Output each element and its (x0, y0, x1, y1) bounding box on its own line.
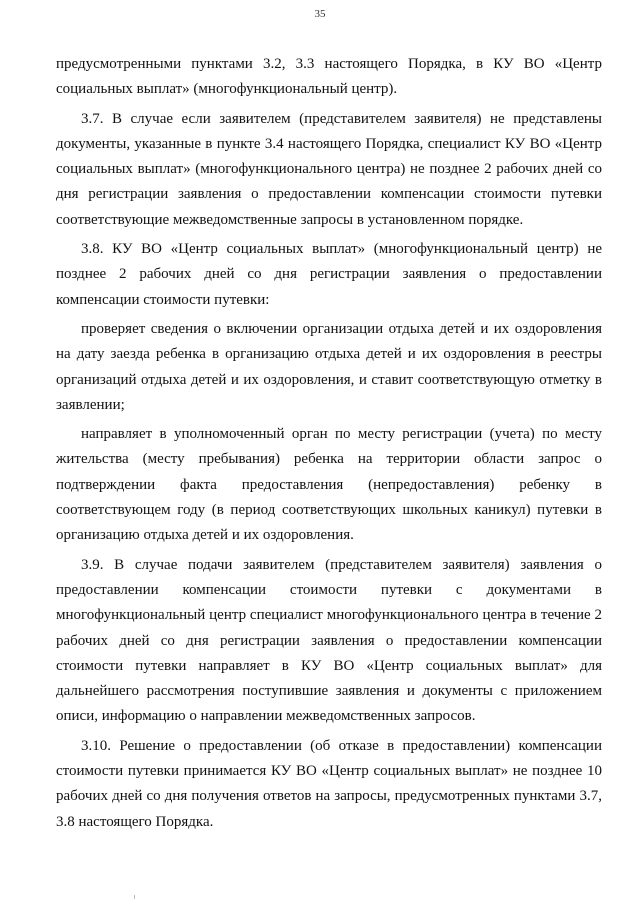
paragraph-3-7: 3.7. В случае если заявителем (представителем заявителя) не представлены документы, указанные в пункте 3.4 настоящего Порядка, специалист КУ ВО «Центр социальных выплат» (многофункционального центра) не позднее 2 рабочих дней со дня регистрации заявления о предоставлении компенсации стоимости путевки соответствующие межведомственные запросы в установленном порядке. (56, 110, 602, 228)
paragraph-3-10: 3.10. Решение о предоставлении (об отказе в предоставлении) компенсации стоимости путевки принимается КУ ВО «Центр социальных выплат» не позднее 10 рабочих дней со дня получения ответов на запросы, предусмотренных пунктами 3.7, 3.8 настоящего Порядка. (56, 737, 602, 830)
paragraph-3-8-send-request: направляет в уполномоченный орган по месту регистрации (учета) по месту жительства (месту пребывания) ребенка на территории области запрос о подтверждении факта предоставления (непредоставления) ребенку в соответствующем году (в период соответствующих школьных каникул) путевки в организацию отдыха детей и их оздоровления. (56, 426, 602, 544)
paragraph-3-9: 3.9. В случае подачи заявителем (представителем заявителя) заявления о предоставлении компенсации стоимости путевки с документами в многофункциональный центр специалист многофункционального центра в течение 2 рабочих дней со дня регистрации заявления о предоставлении компенсации стоимости путевки направляет в КУ ВО «Центр социальных выплат» для дальнейшего рассмотрения поступившие заявления и документы с приложением описи, информацию о направлении межведомственных запросов. (56, 556, 602, 725)
document-body (56, 52, 602, 835)
scan-speck (134, 895, 135, 899)
page-number: 35 (314, 8, 326, 20)
paragraph-continuation: предусмотренными пунктами 3.2, 3.3 настоящего Порядка, в КУ ВО «Центр социальных выплат» (многофункциональный центр). (56, 56, 602, 98)
paragraph-3-8-check-registry: проверяет сведения о включении организации отдыха детей и их оздоровления на дату заезда ребенка в организацию отдыха детей и их оздоровления в реестры организаций отдыха детей и их оздоровления, и ставит соответствующую отметку в заявлении; (56, 320, 602, 413)
paragraph-3-8: 3.8. КУ ВО «Центр социальных выплат» (многофункциональный центр) не позднее 2 рабочих дней со дня регистрации заявления о предоставлении компенсации стоимости путевки: (56, 241, 602, 308)
